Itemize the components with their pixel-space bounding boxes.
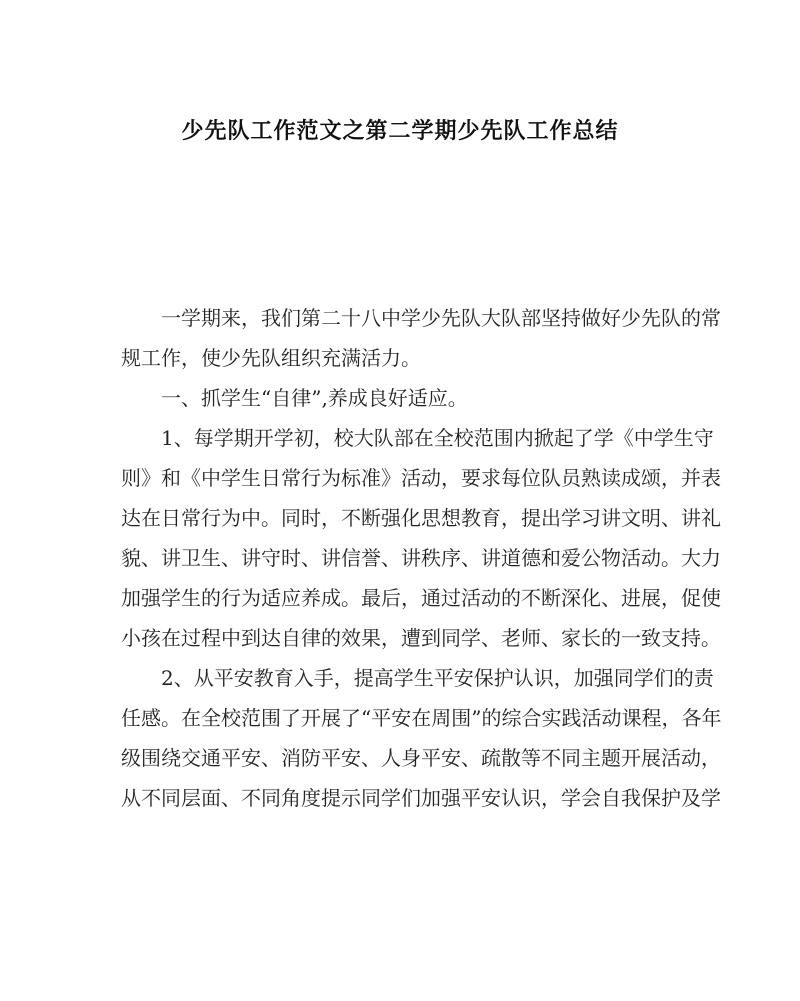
document-body (121, 304, 722, 824)
paragraph (121, 424, 721, 664)
text-line: 任感。在全校范围了开展了“平安在周围”的综合实践活动课程，各年 (121, 706, 722, 730)
text-line: 1、每学期开学初，校大队部在全校范围内掀起了学《中学生守 (161, 426, 714, 450)
text-line: 2、从平安教育入手，提高学生平安保护认识，加强同学们的责 (161, 666, 714, 690)
paragraph (121, 384, 684, 424)
document-title: 少先队工作范文之第二学期少先队工作总结 (181, 118, 619, 144)
paragraph (121, 304, 721, 384)
text-line: 达在日常行为中。同时，不断强化思想教育，提出学习讲文明、讲礼 (121, 506, 721, 530)
text-line: 从不同层面、不同角度提示同学们加强平安认识，学会自我保护及学 (121, 786, 721, 810)
text-line: 级围绕交通平安、消防平安、人身平安、疏散等不同主题开展活动， (121, 746, 721, 770)
text-line: 小孩在过程中到达自律的效果，遭到同学、老师、家长的一致支持。 (121, 626, 721, 650)
paragraph (121, 664, 722, 824)
text-line: 貌、讲卫生、讲守时、讲信誉、讲秩序、讲道德和爱公物活动。大力 (121, 546, 721, 570)
text-line: 规工作，使少先队组织充满活力。 (121, 346, 421, 370)
text-line: 则》和《中学生日常行为标准》活动，要求每位队员熟读成颂，并表 (121, 466, 721, 490)
text-line: 一学期来，我们第二十八中学少先队大队部坚持做好少先队的常 (161, 306, 721, 330)
text-line: 一、抓学生“自律”,养成良好适应。 (161, 386, 468, 410)
text-line: 加强学生的行为适应养成。最后，通过活动的不断深化、进展，促使 (121, 586, 721, 610)
